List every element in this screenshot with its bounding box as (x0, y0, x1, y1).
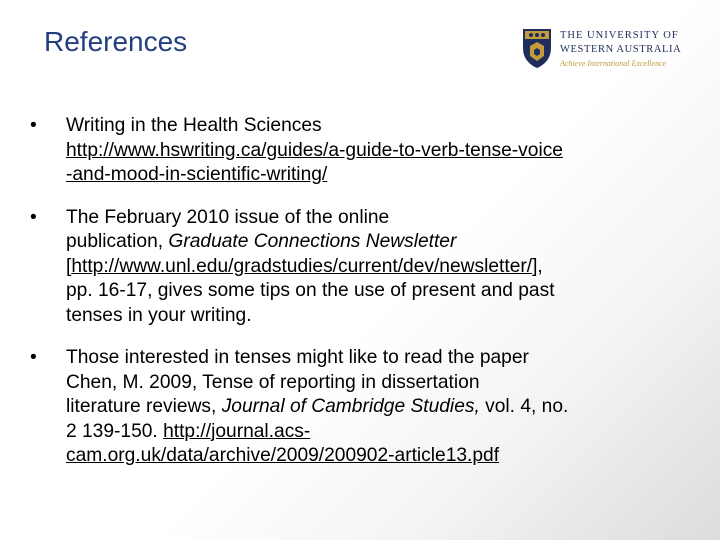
reference-text: pp. 16-17, gives some tips on the use of present and past (66, 280, 555, 301)
publication-title: Graduate Connections Newsletter (168, 231, 457, 252)
reference-text-line (66, 420, 696, 445)
reference-text: Chen, M. 2009, Tense of reporting in dissertation (66, 371, 480, 393)
reference-item (30, 346, 696, 469)
logo-tagline: Achieve International Excellence (560, 59, 667, 68)
bracket-close: ], (532, 255, 543, 277)
reference-text: The February 2010 issue of the online (66, 206, 390, 228)
bullet-marker: • (30, 347, 37, 368)
reference-link[interactable]: http://www.hswriting.ca/guides/a-guide-to-verb-tense-voice (66, 139, 563, 161)
reference-link-line (66, 163, 696, 188)
bullet-marker: • (30, 206, 37, 228)
reference-link[interactable]: http://journal.acs- (163, 420, 311, 442)
bracket-open: [ (66, 255, 72, 277)
reference-text: Writing in the Health Sciences (66, 115, 322, 136)
reference-list (30, 114, 696, 487)
reference-link[interactable]: http://www.unl.edu/gradstudies/current/dev/newsletter/ (71, 255, 533, 277)
reference-text: literature reviews, (66, 396, 222, 417)
reference-item (30, 206, 696, 329)
reference-link[interactable]: cam.org.uk/data/archive/2009/200902-article13.pdf (66, 445, 500, 466)
reference-text: Those interested in tenses might like to read the paper (66, 347, 529, 368)
reference-text-line (66, 230, 696, 255)
university-crest-icon (520, 26, 554, 70)
reference-text: vol. 4, no. (479, 396, 569, 417)
reference-link[interactable]: -and-mood-in-scientific-writing/ (66, 164, 328, 185)
slide-title: References (44, 26, 188, 57)
reference-item (30, 114, 696, 188)
reference-text-line (66, 395, 696, 420)
reference-link-line (66, 444, 696, 469)
university-logo (520, 26, 680, 74)
reference-text: tenses in your writing. (66, 304, 252, 326)
reference-text: publication, (66, 231, 169, 252)
bullet-marker: • (30, 115, 37, 136)
reference-text: 2 139-150. (66, 420, 164, 442)
journal-title: Journal of Cambridge Studies, (221, 396, 480, 417)
logo-text-line-2: WESTERN AUSTRALIA (560, 44, 682, 55)
reference-text-line (66, 255, 696, 280)
logo-text-line-1: THE UNIVERSITY OF (560, 30, 679, 41)
reference-link-line (66, 139, 696, 164)
